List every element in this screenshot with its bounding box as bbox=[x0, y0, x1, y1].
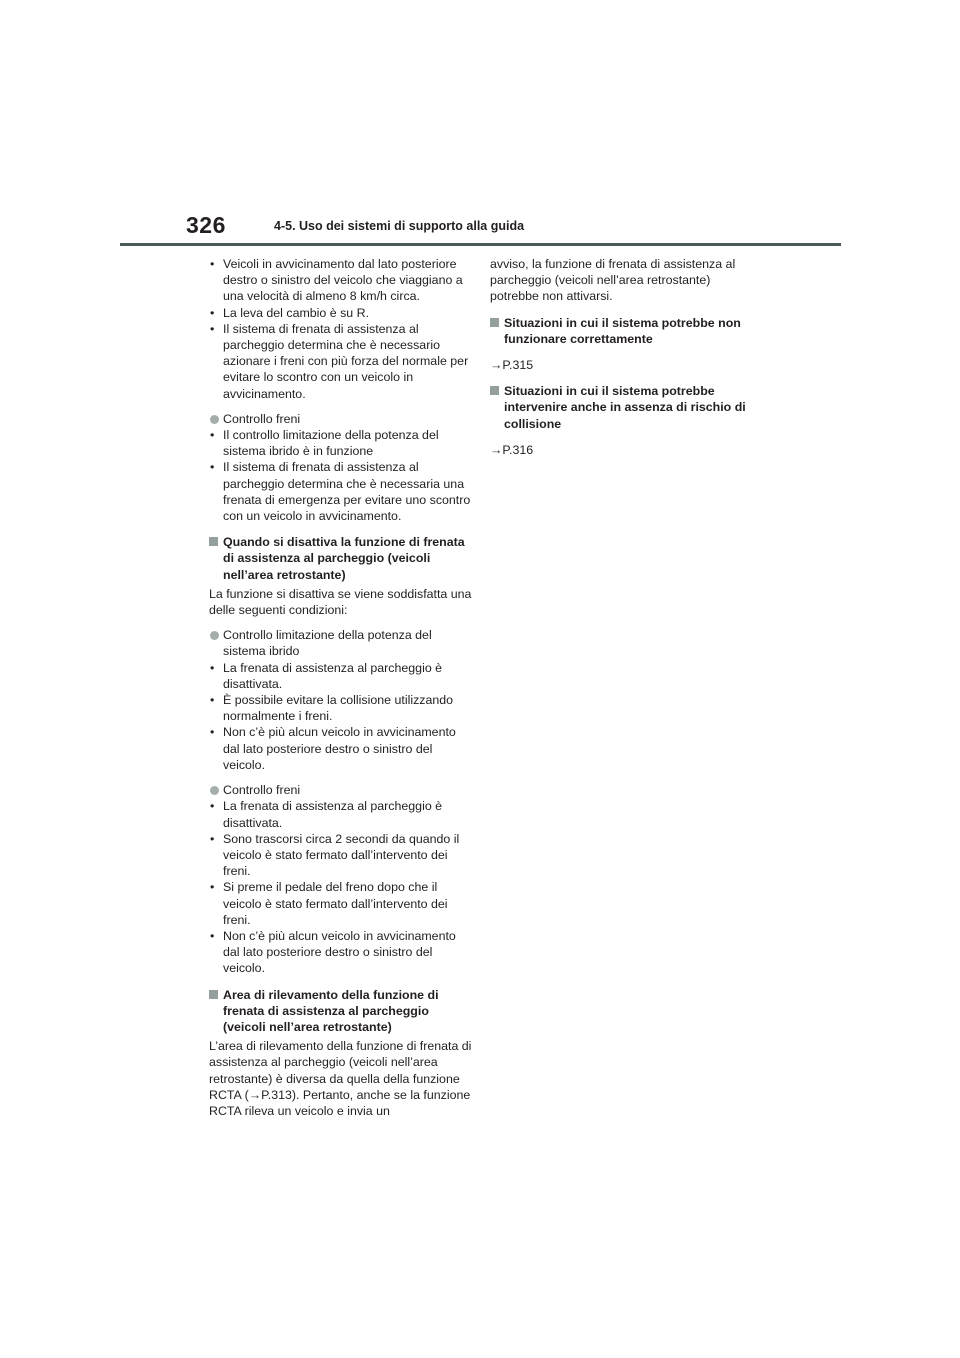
header-divider bbox=[120, 243, 841, 246]
list-item: • Il sistema di frenata di assistenza al parcheggio determina che è necessario azionare i freni con più forza del normale per evitare lo scontro con un veicolo in avvicinamento. bbox=[209, 321, 473, 402]
subheading-deactivation: Quando si disattiva la funzione di frenata di assistenza al parcheggio (veicoli nell’area retrostante) bbox=[209, 534, 473, 583]
condition-group-brakes-2 bbox=[209, 782, 473, 976]
list-item: • La leva del cambio è su R. bbox=[209, 305, 473, 321]
group-title: Controllo freni bbox=[223, 783, 301, 798]
list-item: • La frenata di assistenza al parcheggio è disattivata. bbox=[209, 798, 473, 830]
condition-group-brakes bbox=[209, 411, 473, 524]
page-number: 326 bbox=[186, 212, 226, 238]
right-column bbox=[490, 256, 754, 458]
group-title: Controllo limitazione della potenza del sistema ibrido bbox=[223, 628, 432, 659]
subheading-false-activation: Situazioni in cui il sistema potrebbe intervenire anche in assenza di rischio di collisione bbox=[490, 383, 754, 432]
circle-bullet-icon bbox=[210, 631, 219, 640]
section-title: 4-5. Uso dei sistemi di supporto alla guida bbox=[274, 219, 525, 233]
circle-bullet-icon bbox=[210, 415, 219, 424]
square-bullet-icon bbox=[209, 537, 218, 546]
circle-bullet-icon bbox=[210, 786, 219, 795]
list-item: • Il controllo limitazione della potenza del sistema ibrido è in funzione bbox=[209, 427, 473, 459]
paragraph: L’area di rilevamento della funzione di frenata di assistenza al parcheggio (veicoli nell’area retrostante) è diversa da quella della funzione RCTA (→P.313). Pertanto, anche se la funzione RCTA rileva un veicolo e invia un bbox=[209, 1039, 472, 1118]
list-item: • Non c’è più alcun veicolo in avvicinamento dal lato posteriore destro o sinistro del veicolo. bbox=[209, 928, 473, 977]
subheading-detection-area: Area di rilevamento della funzione di frenata di assistenza al parcheggio (veicoli nell’area retrostante) bbox=[209, 987, 473, 1036]
group-title: Controllo freni bbox=[223, 411, 301, 426]
list-item: • Sono trascorsi circa 2 secondi da quando il veicolo è stato fermato dall’intervento dei freni. bbox=[209, 831, 473, 880]
square-bullet-icon bbox=[209, 990, 218, 999]
condition-group-power-limit bbox=[209, 627, 473, 773]
list-item: • Veicoli in avvicinamento dal lato posteriore destro o sinistro del veicolo che viaggiano a una velocità di almeno 8 km/h circa. bbox=[209, 256, 473, 305]
page-reference-link[interactable]: →P.316 bbox=[490, 442, 534, 457]
intro-bullet-list bbox=[209, 256, 473, 402]
paragraph: La funzione si disattiva se viene soddisfatta una delle seguenti condizioni: bbox=[209, 586, 472, 618]
subheading-malfunction: Situazioni in cui il sistema potrebbe non funzionare correttamente bbox=[490, 315, 754, 347]
left-column bbox=[209, 256, 473, 1119]
paragraph-continuation: avviso, la funzione di frenata di assistenza al parcheggio (veicoli nell’area retrostante) potrebbe non attivarsi. bbox=[490, 257, 736, 304]
page-reference-link[interactable]: →P.315 bbox=[490, 358, 534, 373]
square-bullet-icon bbox=[490, 386, 499, 395]
list-item: • È possibile evitare la collisione utilizzando normalmente i freni. bbox=[209, 692, 473, 724]
list-item: • Si preme il pedale del freno dopo che il veicolo è stato fermato dall’intervento dei freni. bbox=[209, 879, 473, 928]
list-item: • La frenata di assistenza al parcheggio è disattivata. bbox=[209, 660, 473, 692]
square-bullet-icon bbox=[490, 318, 499, 327]
list-item: • Il sistema di frenata di assistenza al parcheggio determina che è necessaria una frenata di emergenza per evitare uno scontro con un veicolo in avvicinamento. bbox=[209, 459, 473, 524]
list-item: • Non c’è più alcun veicolo in avvicinamento dal lato posteriore destro o sinistro del veicolo. bbox=[209, 724, 473, 773]
